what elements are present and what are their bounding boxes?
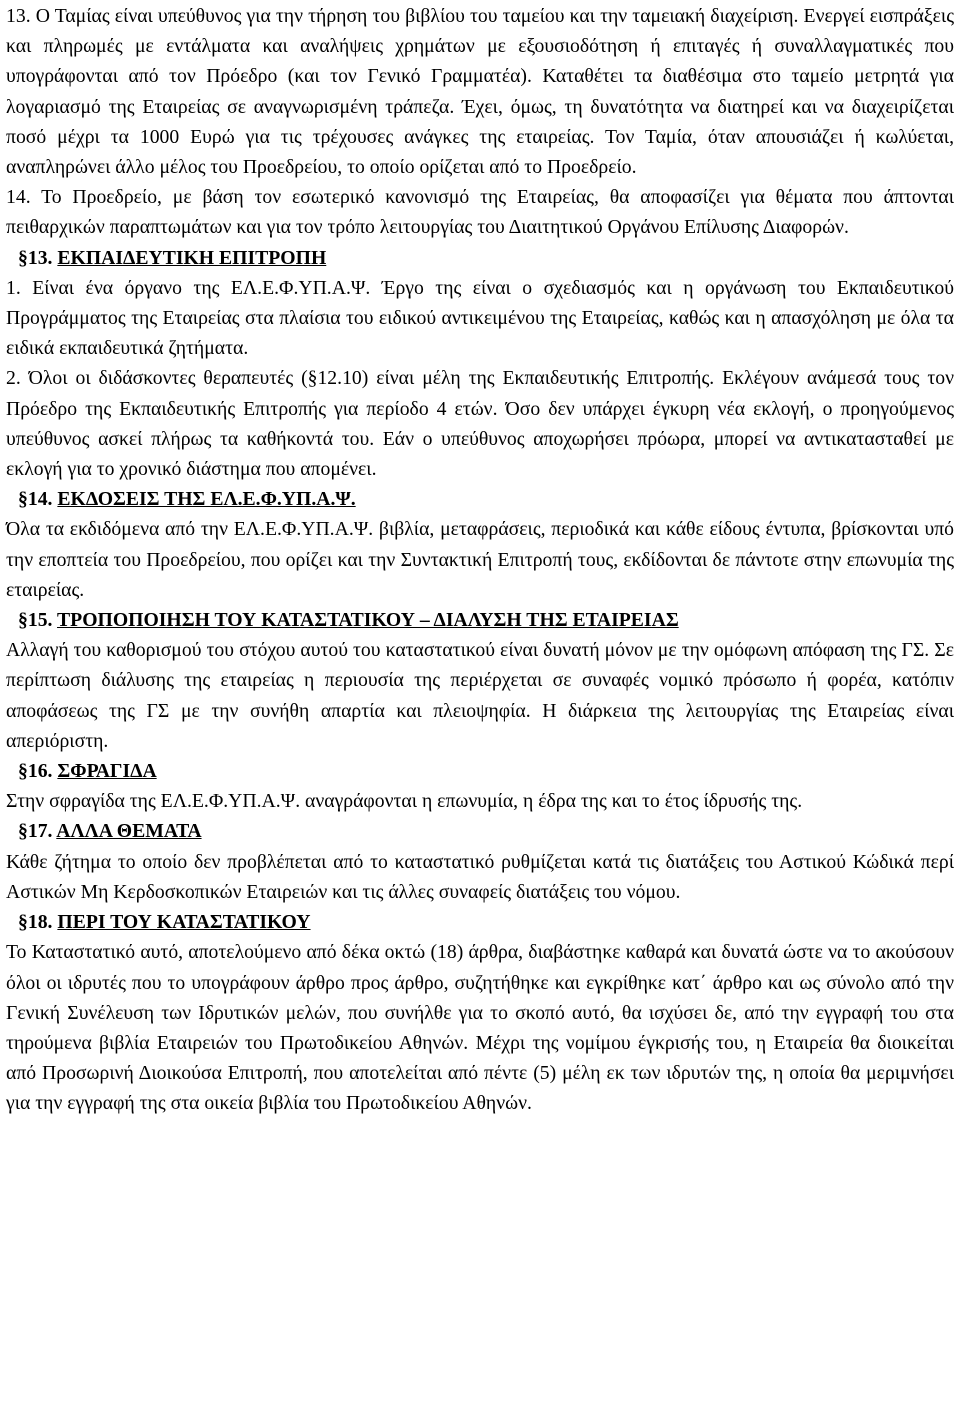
section-15-heading — [6, 605, 954, 635]
section-17-number: §17. — [18, 820, 53, 843]
section-14-body: Όλα τα εκδιδόμενα από την ΕΛ.Ε.Φ.ΥΠ.Α.Ψ. βιβλία, μεταφράσεις, περιοδικά και κάθε είδους έντυπα, βρίσκονται υπό την εποπτεία του Προεδρείου, που ορίζει και την Συντακτική Επιτροπή τους, εκδίδονται δε πάντοτε στην επωνυμία της εταιρείας. — [6, 518, 954, 601]
section-18-number: §18. — [18, 911, 53, 934]
article-12-paragraph-13: 13. Ο Ταμίας είναι υπεύθυνος για την τήρηση του βιβλίου του ταμείου και την ταμειακή διαχείριση. Ενεργεί εισπράξεις και πληρωμές με εντάλματα και αναλήψεις χρημάτων με εξουσιοδότηση ή επιταγές ή συναλλαγματικές που υπογράφονται από τον Πρόεδρο (και τον Γενικό Γραμματέα). Καταθέτει τα διαθέσιμα στο ταμείο μετρητά για λογαριασμό της Εταιρείας σε αναγνωρισμένη τράπεζα. Έχει, όμως, τη δυνατότητα να διατηρεί και να διαχειρίζεται ποσό μέχρι τα 1000 Ευρώ για τις τρέχουσες ανάγκες της εταιρείας. Τον Ταμία, όταν απουσιάζει ή κωλύεται, αναπληρώνει άλλο μέλος του Προεδρείου, το οποίο ορίζεται από το Προεδρείο. — [6, 5, 954, 179]
section-16-title: ΣΦΡΑΓΙΔΑ — [57, 760, 157, 783]
section-14-number: §14. — [18, 488, 53, 511]
section-15-body: Αλλαγή του καθορισμού του στόχου αυτού του καταστατικού είναι δυνατή μόνον με την ομόφωνη απόφαση της ΓΣ. Σε περίπτωση διάλυσης της εταιρείας η περιουσία της περιέρχεται σε συναφές νομικό πρόσωπο ή φορέα, κατόπιν αποφάσεως της ΓΣ με την συνήθη απαρτία και πλειοψηφία. Η διάρκεια της λειτουργίας της Εταιρείας είναι απεριόριστη. — [6, 639, 954, 752]
section-13-title: ΕΚΠΑΙΔΕΥΤΙΚΗ ΕΠΙΤΡΟΠΗ — [57, 246, 327, 269]
section-18-body: Το Καταστατικό αυτό, αποτελούμενο από δέκα οκτώ (18) άρθρα, διαβάστηκε καθαρά και δυνατά ώστε να το ακούσουν όλοι οι ιδρυτές που το υπογράφουν άρθρο προς άρθρο, συζητήθηκε και εγκρίθηκε κατ΄ άρθρο και ως σύνολο από την Γενική Συνέλευση των Ιδρυτικών μελών, που συνήλθε για το σκοπό αυτό, θα ισχύσει δε, από την εγγραφή του στα τηρούμενα βιβλία Εταιρειών του Πρωτοδικείου Αθηνών. Μέχρι της νομίμου έγκρισής του, η Εταιρεία θα διοικείται από Προσωρινή Διοικούσα Επιτροπή, που αποτελείται από πέντε (5) μέλη εκ των ιδρυτών της, η οποία θα μεριμνήσει για την εγγραφή της στα οικεία βιβλία του Πρωτοδικείου Αθηνών. — [6, 941, 954, 1115]
section-17-title: ΑΛΛΑ ΘΕΜΑΤΑ — [56, 820, 202, 843]
section-15-number: §15. — [18, 609, 53, 632]
section-15-title: ΤΡΟΠΟΠΟΙΗΣΗ ΤΟΥ ΚΑΤΑΣΤΑΤΙΚΟΥ – ΔΙΑΛΥΣΗ ΤΗΣ ΕΤΑΙΡΕΙΑΣ — [57, 609, 679, 632]
article-12-paragraph-14: 14. Το Προεδρείο, με βάση τον εσωτερικό κανονισμό της Εταιρείας, θα αποφασίζει για θέματα που άπτονται πειθαρχικών παραπτωμάτων και για τον τρόπο λειτουργίας του Διαιτητικού Οργάνου Επίλυσης Διαφορών. — [6, 186, 954, 239]
section-13-paragraph-2: 2. Όλοι οι διδάσκοντες θεραπευτές (§12.10) είναι μέλη της Εκπαιδευτικής Επιτροπής. Εκλέγουν ανάμεσά τους τον Πρόεδρο της Εκπαιδευτικής Επιτροπής για περίοδο 4 ετών. Όσο δεν υπάρχει έγκυρη νέα εκλογή, ο προηγούμενος υπεύθυνος ασκεί πλήρως τα καθήκοντά του. Εάν ο υπεύθυνος αποχωρήσει πρόωρα, μπορεί να αντικατασταθεί με εκλογή για το χρονικό διάστημα που απομένει. — [6, 367, 954, 481]
section-14-title: ΕΚΔΟΣΕΙΣ ΤΗΣ ΕΛ.Ε.Φ.ΥΠ.Α.Ψ. — [57, 488, 356, 511]
section-18-heading — [6, 907, 954, 937]
section-16-heading — [6, 756, 954, 786]
section-17-body: Κάθε ζήτημα το οποίο δεν προβλέπεται από το καταστατικό ρυθμίζεται κατά τις διατάξεις του Αστικού Κώδικά περί Αστικών Μη Κερδοσκοπικών Εταιρειών και τις άλλες συναφείς διατάξεις του νόμου. — [6, 850, 954, 903]
section-16-body: Στην σφραγίδα της ΕΛ.Ε.Φ.ΥΠ.Α.Ψ. αναγράφονται η επωνυμία, η έδρα της και το έτος ίδρυσής της. — [6, 790, 803, 813]
section-13-heading — [6, 243, 954, 273]
section-17-heading — [6, 816, 954, 846]
section-13-number: §13. — [18, 246, 53, 269]
section-16-number: §16. — [18, 760, 53, 783]
section-13-paragraph-1: 1. Είναι ένα όργανο της ΕΛ.Ε.Φ.ΥΠ.Α.Ψ. Έργο της είναι ο σχεδιασμός και η οργάνωση του Εκπαιδευτικού Προγράμματος της Εταιρείας στα πλαίσια του ειδικού αντικειμένου της Εταιρείας, καθώς και η απασχόληση με όλα τα ειδικά εκπαιδευτικά ζητήματα. — [6, 276, 954, 360]
section-14-heading — [6, 484, 954, 514]
section-18-title: ΠΕΡΙ ΤΟΥ ΚΑΤΑΣΤΑΤΙΚΟΥ — [57, 911, 311, 934]
